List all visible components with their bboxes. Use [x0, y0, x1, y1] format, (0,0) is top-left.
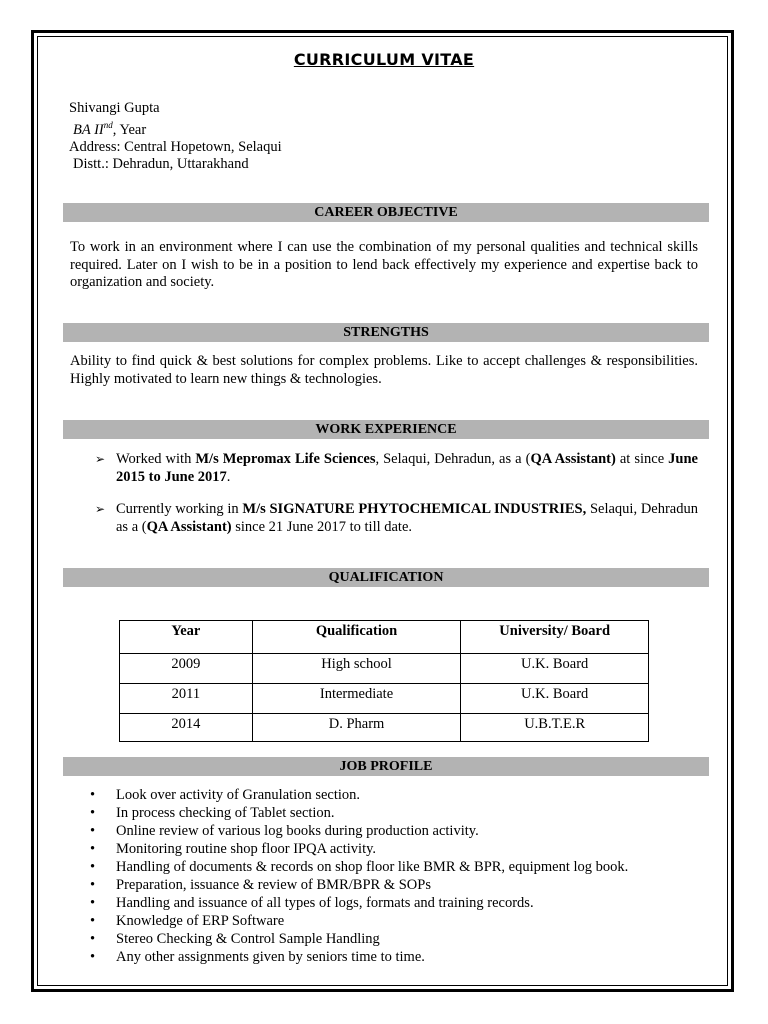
bullet-icon: • — [90, 859, 96, 875]
work-experience-item — [95, 451, 698, 486]
table-cell: U.K. Board — [461, 654, 649, 684]
text-run: Currently working in — [116, 501, 243, 517]
course-line — [69, 117, 282, 139]
address-line: Address: Central Hopetown, Selaqui — [69, 138, 282, 155]
text-run: at since — [615, 451, 669, 467]
column-header-year: Year — [120, 621, 253, 654]
bullet-icon: • — [90, 931, 96, 947]
table-header-row — [120, 621, 649, 654]
list-item-text: In process checking of Tablet section. — [116, 805, 335, 821]
list-item — [70, 822, 628, 840]
bullet-icon: • — [90, 949, 96, 965]
period: June 2015 to June 2017 — [116, 451, 698, 485]
table-cell: High school — [252, 654, 461, 684]
text-run: Worked with — [116, 451, 196, 467]
text-run: since 21 June 2017 to till date. — [231, 518, 413, 535]
list-item-text: Handling and issuance of all types of logs, formats and training records. — [116, 895, 534, 911]
list-item — [70, 858, 628, 876]
section-heading-work-experience: WORK EXPERIENCE — [63, 420, 709, 439]
table-row — [120, 714, 649, 742]
list-item — [70, 912, 628, 930]
table-cell: 2009 — [120, 654, 253, 684]
column-header-qualification: Qualification — [252, 621, 461, 654]
column-header-university: University/ Board — [461, 621, 649, 654]
personal-info — [69, 100, 282, 173]
list-item — [70, 948, 628, 966]
arrow-bullet-icon: ➢ — [95, 502, 106, 516]
qualification-table — [119, 620, 649, 742]
section-heading-qualification: QUALIFICATION — [63, 568, 709, 587]
list-item-text: Monitoring routine shop floor IPQA activity. — [116, 841, 377, 857]
table-row — [120, 654, 649, 684]
table-cell: D. Pharm — [252, 714, 461, 742]
strengths-text: Ability to find quick & best solutions for complex problems. Like to accept challenges & responsibilities. Highly motivated to learn new things & technologies. — [70, 353, 698, 387]
list-item — [70, 804, 628, 822]
list-item-text: Knowledge of ERP Software — [116, 913, 285, 929]
text-run: . — [226, 468, 231, 485]
bullet-icon: • — [90, 787, 96, 803]
role: QA Assistant) — [530, 451, 616, 467]
course-superscript: nd — [103, 120, 113, 130]
table-cell: 2014 — [120, 714, 253, 742]
job-profile-list — [70, 786, 628, 966]
document-title: CURRICULUM VITAE — [293, 50, 475, 69]
list-item-text: Handling of documents & records on shop floor like BMR & BPR, equipment log book. — [116, 859, 629, 875]
table-cell: U.B.T.E.R — [461, 714, 649, 742]
work-experience-text — [116, 451, 698, 486]
table-row — [120, 684, 649, 714]
work-experience-item — [95, 501, 698, 536]
work-experience-text — [116, 501, 698, 536]
bullet-icon: • — [90, 823, 96, 839]
list-item-text: Any other assignments given by seniors time to time. — [116, 949, 425, 965]
list-item — [70, 894, 628, 912]
section-heading-job-profile: JOB PROFILE — [63, 757, 709, 776]
section-heading-career-objective: CAREER OBJECTIVE — [63, 203, 709, 222]
list-item-text: Stereo Checking & Control Sample Handling — [116, 931, 380, 947]
text-run: , Selaqui, Dehradun, as a ( — [375, 451, 531, 467]
list-item — [70, 840, 628, 858]
bullet-icon: • — [90, 877, 96, 893]
table-cell: Intermediate — [252, 684, 461, 714]
career-objective-text: To work in an environment where I can use the combination of my personal qualities and technical skills required. Later on I wish to be in a position to lend back effectively my experience and expertise back to organization and society. — [70, 239, 698, 290]
table-cell: 2011 — [120, 684, 253, 714]
list-item — [70, 876, 628, 894]
bullet-icon: • — [90, 841, 96, 857]
bullet-icon: • — [90, 913, 96, 929]
course-prefix: BA II — [73, 121, 104, 138]
list-item — [70, 930, 628, 948]
text-run: Selaqui, Dehradun as a ( — [116, 501, 698, 535]
course-suffix: , Year — [112, 121, 147, 138]
list-item-text: Preparation, issuance & review of BMR/BPR & SOPs — [116, 877, 431, 893]
district-line: Distt.: Dehradun, Uttarakhand — [73, 155, 249, 172]
section-heading-strengths: STRENGTHS — [63, 323, 709, 342]
arrow-bullet-icon: ➢ — [95, 452, 106, 466]
table-cell: U.K. Board — [461, 684, 649, 714]
list-item-text: Online review of various log books during production activity. — [116, 823, 479, 839]
company-name: M/s SIGNATURE PHYTOCHEMICAL INDUSTRIES, — [242, 501, 587, 517]
bullet-icon: • — [90, 895, 96, 911]
company-name: M/s Mepromax Life Sciences — [195, 451, 376, 467]
bullet-icon: • — [90, 805, 96, 821]
list-item — [70, 786, 628, 804]
role: QA Assistant) — [146, 518, 232, 535]
list-item-text: Look over activity of Granulation section. — [116, 787, 361, 803]
candidate-name: Shivangi Gupta — [69, 100, 160, 116]
